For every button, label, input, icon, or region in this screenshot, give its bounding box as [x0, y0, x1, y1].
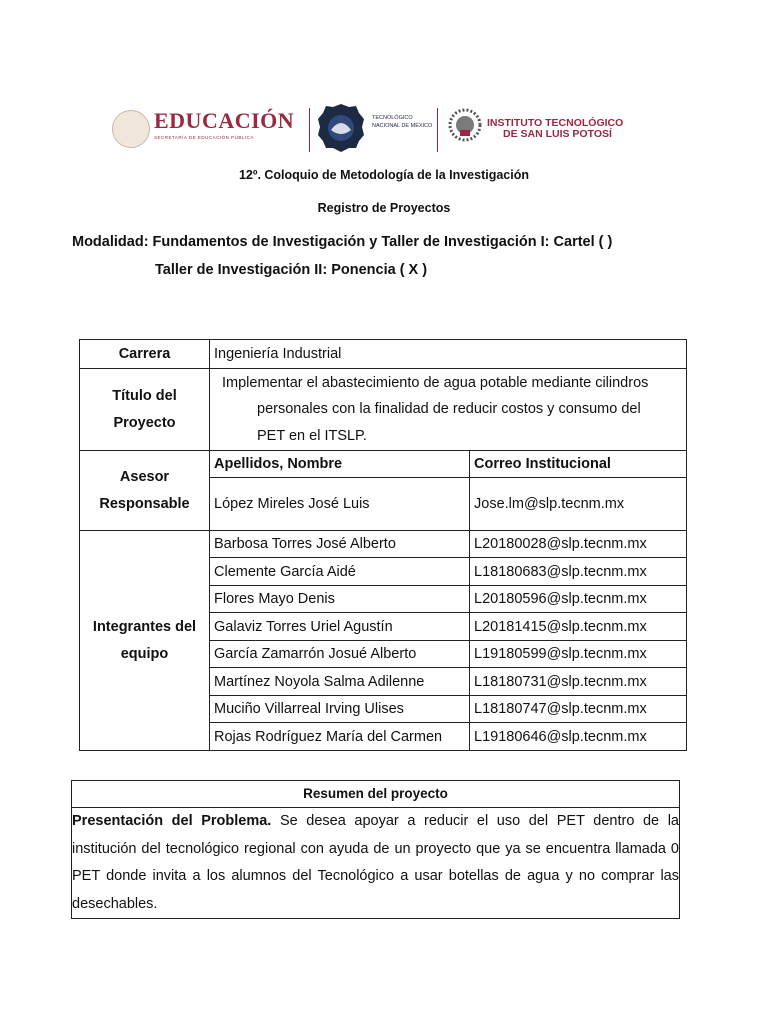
- registro-title: Registro de Proyectos: [317, 201, 451, 215]
- member-email: L20180028@slp.tecnm.mx: [470, 531, 687, 558]
- summary-text: Se desea apoyar a reducir el uso del PET dentro de la institución del tecnológico regional con ayuda de un proyecto que ya se encuentra llamada 0 PET donde invita a los alumnos del Tecnológico a usar botellas de agua y no comprar las desechables.: [72, 813, 679, 912]
- educacion-wordmark: EDUCACIÓN: [154, 108, 295, 133]
- itslp-text: INSTITUTO TECNOLÓGICO DE SAN LUIS POTOSÍ: [487, 117, 624, 140]
- col-header-name: Apellidos, Nombre: [210, 451, 470, 478]
- titulo-value: Implementar el abastecimiento de agua potable mediante cilindros personales con la finalidad de reducir costos y consumo del PET en el ITSLP.: [210, 369, 687, 451]
- asesor-email: Jose.lm@slp.tecnm.mx: [470, 478, 687, 531]
- divider: [437, 108, 438, 152]
- asesor-label: Asesor Responsable: [80, 451, 210, 531]
- project-table: [79, 339, 687, 751]
- ponencia-line: Taller de Investigación II: Ponencia ( X ): [155, 262, 428, 278]
- summary-title: Resumen del proyecto: [72, 781, 679, 808]
- asesor-name: López Mireles José Luis: [210, 478, 470, 531]
- tecnm-text: TECNOLÓGICO NACIONAL DE MÉXICO: [372, 115, 433, 129]
- titulo-label: Título del Proyecto: [80, 369, 210, 451]
- member-email: L19180599@slp.tecnm.mx: [470, 641, 687, 668]
- member-email: L20181415@slp.tecnm.mx: [470, 613, 687, 641]
- member-email: L19180646@slp.tecnm.mx: [470, 723, 687, 751]
- carrera-label: Carrera: [80, 340, 210, 369]
- member-name: Martínez Noyola Salma Adilenne: [210, 668, 470, 696]
- member-name: García Zamarrón Josué Alberto: [210, 641, 470, 668]
- member-email: L20180596@slp.tecnm.mx: [470, 586, 687, 613]
- logo-banner: [0, 100, 768, 160]
- carrera-value: Ingeniería Industrial: [210, 340, 687, 369]
- modalidad-line: Modalidad: Fundamentos de Investigación y Taller de Investigación I: Cartel ( ): [72, 234, 613, 250]
- member-email: L18180747@slp.tecnm.mx: [470, 696, 687, 723]
- divider: [309, 108, 310, 152]
- member-email: L18180683@slp.tecnm.mx: [470, 558, 687, 586]
- member-name: Barbosa Torres José Alberto: [210, 531, 470, 558]
- member-name: Galaviz Torres Uriel Agustín: [210, 613, 470, 641]
- integrantes-label: Integrantes del equipo: [80, 531, 210, 751]
- member-name: Rojas Rodríguez María del Carmen: [210, 723, 470, 751]
- member-name: Flores Mayo Denis: [210, 586, 470, 613]
- member-name: Clemente García Aidé: [210, 558, 470, 586]
- col-header-email: Correo Institucional: [470, 451, 687, 478]
- eagle-seal-icon: [112, 110, 150, 148]
- event-title: 12º. Coloquio de Metodología de la Investigación: [238, 168, 529, 182]
- tecnm-gear-icon: [316, 102, 366, 158]
- summary-lead: Presentación del Problema.: [72, 813, 272, 829]
- sep-subtitle: SECRETARÍA DE EDUCACIÓN PÚBLICA: [154, 135, 254, 140]
- summary-body: [72, 808, 679, 918]
- itslp-emblem-icon: [448, 108, 482, 142]
- member-email: L18180731@slp.tecnm.mx: [470, 668, 687, 696]
- member-name: Muciño Villarreal Irving Ulises: [210, 696, 470, 723]
- summary-box: [71, 780, 680, 919]
